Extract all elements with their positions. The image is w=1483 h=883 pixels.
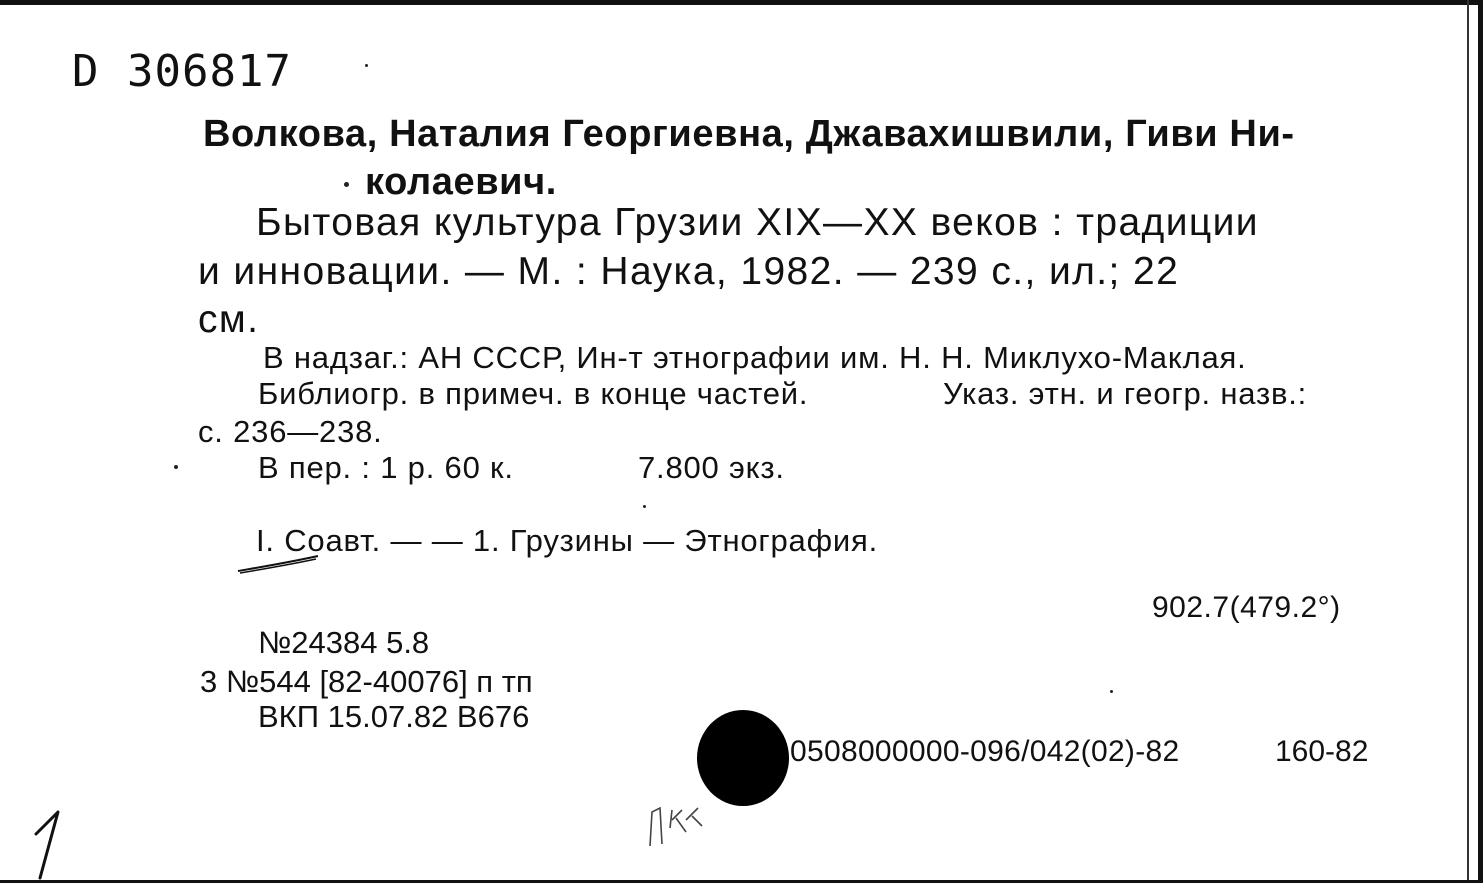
speck [174,465,178,469]
vkp-line: ВКП 15.07.82 В676 [258,699,530,734]
note-line-2-bibliography: Библиогр. в примеч. в конце частей. [258,376,809,411]
card-edge-right [1478,0,1483,883]
note-line-3: с. 236—238. [198,414,383,449]
handwritten-initials-mark [646,800,706,852]
title-line-1: Бытовая культура Грузии XIX—XX веков : традиции [256,201,1259,244]
title-line-2: и инновации. — М. : Наука, 1982. — 239 с., ил.; 22 [198,250,1180,293]
isbn-line: 0508000000-096/042(02)-82 [790,735,1180,768]
price-line: В пер. : 1 р. 60 к. [258,450,514,485]
tracings-line: I. Соавт. — — 1. Грузины — Этнография. [256,523,879,558]
speck [1110,690,1113,693]
card-edge-top [0,0,1483,5]
pencil-underline-mark [236,552,320,574]
note-line-1: В надзаг.: АН СССР, Ин-т этнографии им. Н. Н. Миклухо-Маклая. [263,340,1247,375]
speck [344,182,349,187]
acquisition-number: №24384 5.8 [258,625,430,660]
title-line-3: см. [198,298,260,341]
price-code: 160-82 [1275,735,1369,768]
call-number: D 306817 [72,46,292,97]
card-edge-right-inner [1467,0,1469,883]
punch-hole [697,710,789,806]
order-line: 3 №544 [82-40076] п тп [200,664,533,699]
classification-number: 902.7(479.2°) [1152,591,1341,624]
author-line-1: Волкова, Наталия Георгиевна, Джавахишвили, Гиви Ни- [203,113,1295,155]
speck [643,505,646,508]
author-line-2: колаевич. [365,161,557,203]
note-line-2-index: Указ. этн. и геогр. назв.: [943,376,1308,411]
speck [365,64,368,67]
print-run: 7.800 экз. [638,450,785,485]
handwritten-number-mark [28,808,68,880]
